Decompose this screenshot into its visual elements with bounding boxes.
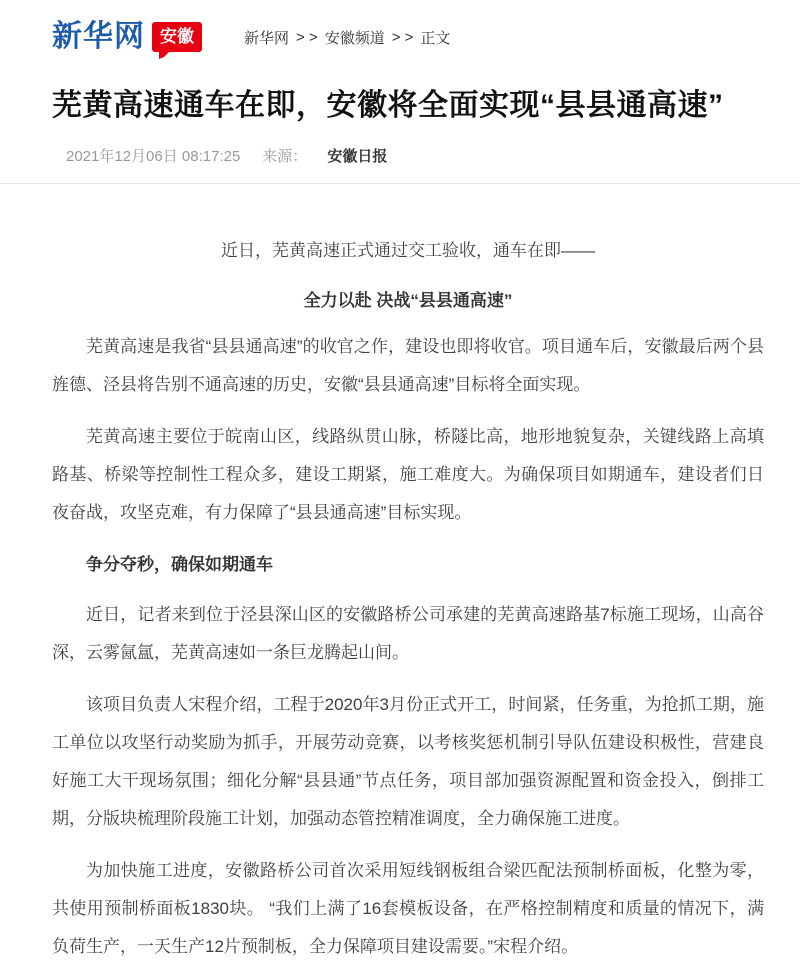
- breadcrumb: [244, 27, 450, 48]
- paragraph: 近日，记者来到位于泾县深山区的安徽路桥公司承建的芜黄高速路基7标施工现场，山高谷深，云雾氤氲，芜黄高速如一条巨龙腾起山间。: [52, 605, 764, 662]
- article-title: 芜黄高速通车在即，安徽将全面实现“县县通高速”: [52, 89, 724, 122]
- breadcrumb-item-current: 正文: [420, 29, 451, 47]
- paragraph: 为加快施工进度，安徽路桥公司首次采用短线钢板组合梁匹配法预制桥面板，化整为零，共使用预制桥面板1830块。 “我们上满了16套模板设备，在严格控制精度和质量的情况下，满负荷生产，一天生产12片预制板，全力保障项目建设需要。”宋程介绍。: [52, 861, 764, 956]
- xinhuanet-logo[interactable]: [52, 22, 202, 52]
- breadcrumb-item-channel[interactable]: 安徽频道: [324, 29, 385, 47]
- breadcrumb-separator: > >: [296, 28, 318, 46]
- section-heading: 全力以赴 决战“县县通高速”: [303, 291, 513, 310]
- breadcrumb-item-home[interactable]: 新华网: [244, 29, 290, 47]
- publish-date: 2021年12月06日 08:17:25: [66, 148, 241, 165]
- article-meta: [66, 145, 800, 166]
- paragraph: 芜黄高速是我省“县县通高速”的收官之作，建设也即将收官。项目通车后，安徽最后两个县旌德、泾县将告别不通高速的历史，安徽“县县通高速”目标将全面实现。: [52, 337, 764, 394]
- header-divider: [0, 183, 800, 184]
- paragraph: 该项目负责人宋程介绍，工程于2020年3月份正式开工，时间紧，任务重，为抢抓工期，施工单位以攻坚行动奖励为抓手，开展劳动竞赛，以考核奖惩机制引导队伍建设积极性，营建良好施工大干现场氛围；细化分解“县县通”节点任务，项目部加强资源配置和资金投入，倒排工期，分版块梳理阶段施工计划，加强动态管控精准调度，全力确保施工进度。: [52, 695, 764, 828]
- page-header: [0, 0, 800, 52]
- breadcrumb-separator: > >: [391, 28, 414, 46]
- article-body: [52, 232, 764, 966]
- anhui-channel-badge: 安徽: [152, 22, 202, 52]
- paragraph: 近日，芜黄高速正式通过交工验收，通车在即——: [221, 241, 595, 260]
- source-label: 来源：: [262, 148, 308, 165]
- source-name: 安徽日报: [327, 148, 388, 165]
- paragraph: 芜黄高速主要位于皖南山区，线路纵贯山脉，桥隧比高，地形地貌复杂，关键线路上高填路基、桥梁等控制性工程众多，建设工期紧，施工难度大。为确保项目如期通车，建设者们日夜奋战，攻坚克难，有力保障了“县县通高速”目标实现。: [52, 427, 764, 522]
- xinhuanet-logo-text: 新华网: [52, 20, 145, 53]
- section-heading: 争分夺秒，确保如期通车: [86, 555, 273, 574]
